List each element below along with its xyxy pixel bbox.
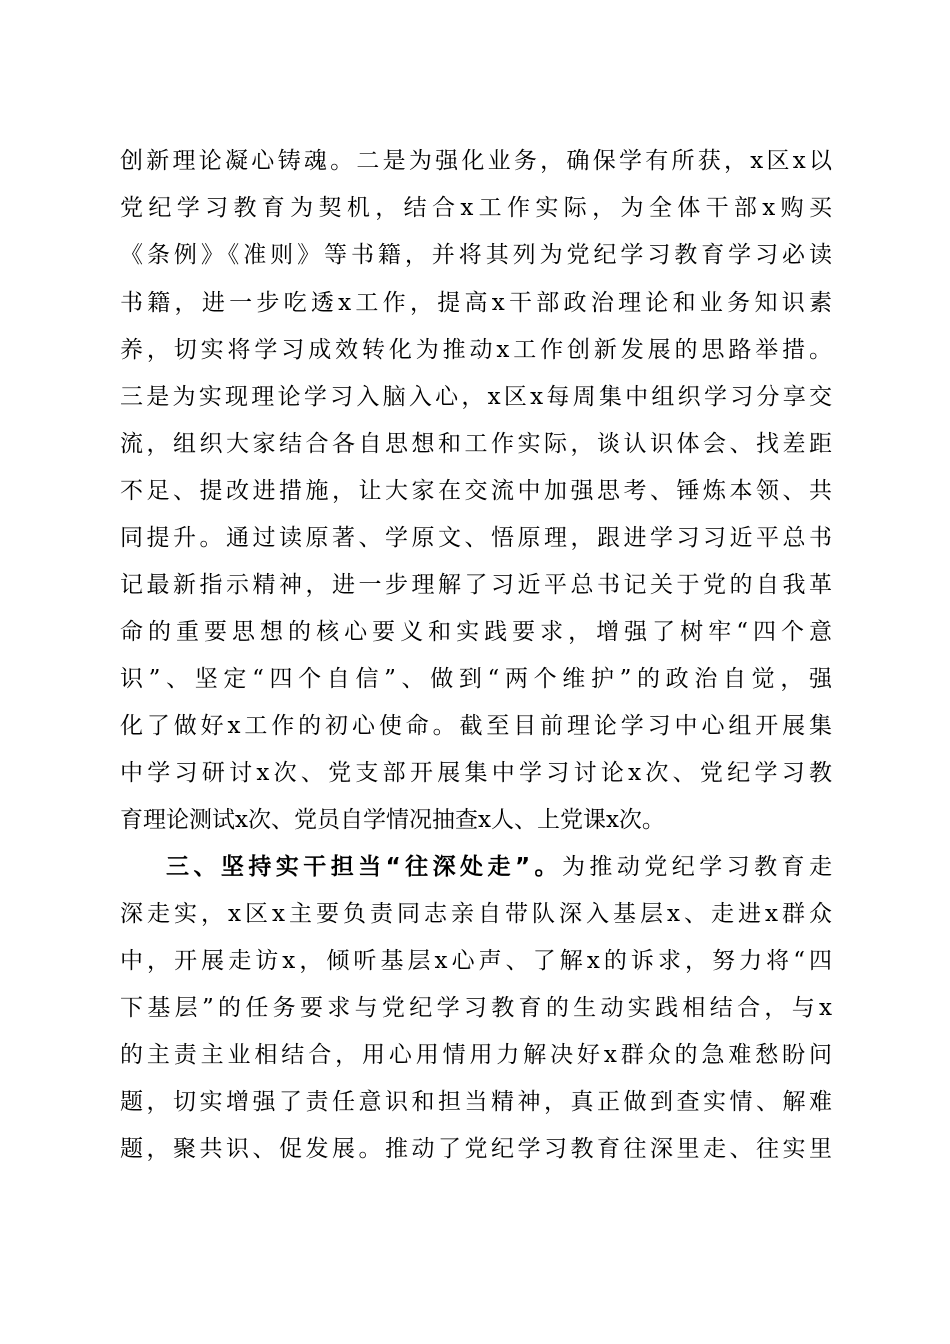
paragraph-line: 《条例》《准则》等书籍，并将其列为党纪学习教育学习必读: [120, 242, 832, 268]
paragraph-line: 同提升。通过读原著、学原文、悟原理，跟进学习习近平总书: [120, 525, 832, 551]
paragraph-line: 创新理论凝心铸魂。二是为强化业务，确保学有所获，x区x以: [120, 148, 832, 174]
section-heading-line: [166, 843, 832, 891]
paragraph-line: 党纪学习教育为契机，结合x工作实际，为全体干部x购买: [120, 195, 832, 221]
section-heading-continuation: 为推动党纪学习教育走: [561, 854, 833, 880]
paragraph-line: 下基层”的任务要求与党纪学习教育的生动实践相结合，与x: [120, 995, 832, 1021]
paragraph-line: 的主责主业相结合，用心用情用力解决好x群众的急难愁盼问: [120, 1042, 832, 1068]
paragraph-line: 题，切实增强了责任意识和担当精神，真正做到查实情、解难: [120, 1089, 832, 1115]
paragraph-line: 化了做好x工作的初心使命。截至目前理论学习中心组开展集: [120, 713, 832, 739]
paragraph-line: 不足、提改进措施，让大家在交流中加强思考、锤炼本领、共: [120, 478, 832, 504]
section-heading: 三、坚持实干担当“往深处走”。: [166, 854, 562, 880]
paragraph-line: 记最新指示精神，进一步理解了习近平总书记关于党的自我革: [120, 572, 832, 598]
paragraph-line: 深走实，x区x主要负责同志亲自带队深入基层x、走进x群众: [120, 901, 832, 927]
paragraph-line: 命的重要思想的核心要义和实践要求，增强了树牢“四个意: [120, 619, 832, 645]
paragraph-line: 中，开展走访x，倾听基层x心声、了解x的诉求，努力将“四: [120, 948, 832, 974]
paragraph-line: 三是为实现理论学习入脑入心，x区x每周集中组织学习分享交: [120, 384, 832, 410]
paragraph-line: 流，组织大家结合各自思想和工作实际，谈认识体会、找差距: [120, 431, 832, 457]
paragraph-line: 养，切实将学习成效转化为推动x工作创新发展的思路举措。: [120, 337, 832, 363]
paragraph-line: 识”、坚定“四个自信”、做到“两个维护”的政治自觉，强: [120, 666, 832, 692]
paragraph-line: 中学习研讨x次、党支部开展集中学习讨论x次、党纪学习教: [120, 760, 832, 786]
paragraph-line: 书籍，进一步吃透x工作，提高x干部政治理论和业务知识素: [120, 290, 832, 316]
paragraph-line: 题，聚共识、促发展。推动了党纪学习教育往深里走、往实里: [120, 1136, 832, 1162]
paragraph-line: 育理论测试x次、党员自学情况抽查x人、上党课x次。: [120, 807, 665, 833]
